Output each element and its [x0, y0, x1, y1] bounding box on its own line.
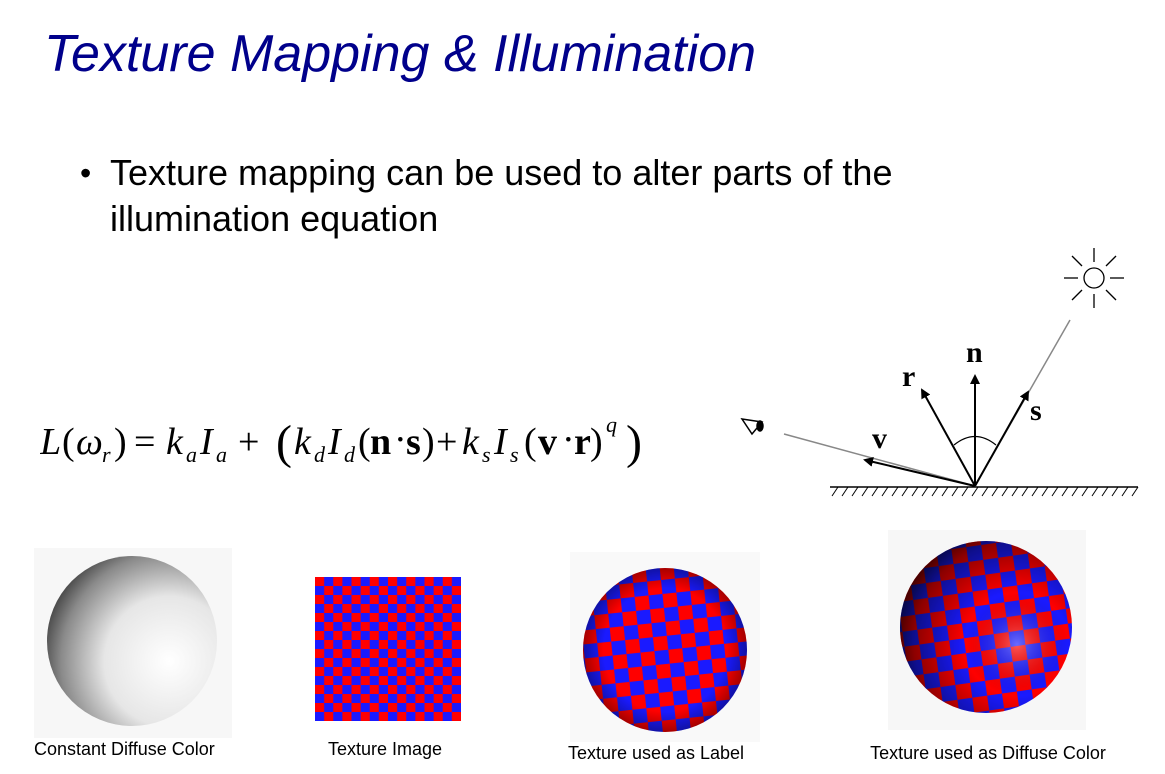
svg-text:): ) [114, 421, 127, 463]
view-vector [865, 460, 975, 486]
svg-text:q: q [606, 412, 617, 437]
bullet-dot-icon: • [80, 155, 92, 191]
texture-label-sphere [570, 552, 760, 742]
svg-text:k: k [462, 421, 479, 463]
reflection-diagram [730, 240, 1150, 510]
sun-icon [1064, 248, 1124, 308]
svg-text:s: s [482, 442, 491, 467]
svg-text:L: L [40, 421, 62, 463]
svg-text:): ) [422, 421, 435, 463]
svg-text:a: a [186, 442, 197, 467]
source-vector [975, 392, 1028, 486]
svg-text:): ) [626, 416, 642, 469]
illumination-equation [40, 408, 680, 478]
svg-text:I: I [494, 421, 507, 463]
caption-texture-label: Texture used as Label [567, 743, 745, 763]
caption-texture-diffuse: Texture used as Diffuse Color [870, 743, 1106, 763]
bullet-text: Texture mapping can be used to alter parts of the illumination equation [110, 152, 893, 239]
caption-constant-diffuse: Constant Diffuse Color [34, 739, 215, 759]
svg-text:k: k [166, 421, 183, 463]
eye-icon [742, 419, 763, 434]
label-n: n [966, 336, 983, 369]
svg-text:I: I [200, 421, 213, 463]
caption-texture-image: Texture Image [327, 739, 443, 759]
svg-text:·: · [562, 419, 575, 461]
svg-text:I: I [328, 421, 341, 463]
svg-text:ω: ω [76, 421, 103, 463]
constant-diffuse-sphere [34, 548, 232, 738]
svg-text:a: a [216, 442, 227, 467]
svg-text:(: ( [358, 421, 371, 463]
svg-text:d: d [314, 442, 325, 467]
svg-text:(: ( [524, 421, 537, 463]
svg-text:=: = [134, 421, 156, 463]
slide-title: Texture Mapping & Illumination [44, 25, 757, 83]
label-s: s [1030, 394, 1042, 427]
label-v: v [872, 422, 887, 455]
svg-text:r: r [102, 442, 111, 467]
texture-diffuse-sphere [888, 530, 1086, 730]
svg-text:v: v [538, 421, 557, 463]
svg-text:d: d [344, 442, 355, 467]
svg-text:(: ( [62, 421, 75, 463]
texture-image [315, 577, 461, 721]
bullet-item [80, 150, 1040, 242]
surface-hatching [832, 487, 1138, 496]
svg-text:n: n [370, 421, 392, 463]
svg-text:·: · [394, 419, 407, 461]
svg-text:s: s [406, 421, 421, 463]
svg-text:(: ( [276, 416, 292, 469]
label-r: r [902, 360, 916, 393]
svg-text:+: + [436, 421, 458, 463]
svg-text:s: s [510, 442, 519, 467]
svg-text:+: + [238, 421, 260, 463]
svg-text:r: r [574, 421, 591, 463]
svg-text:): ) [590, 421, 603, 463]
svg-text:k: k [294, 421, 311, 463]
